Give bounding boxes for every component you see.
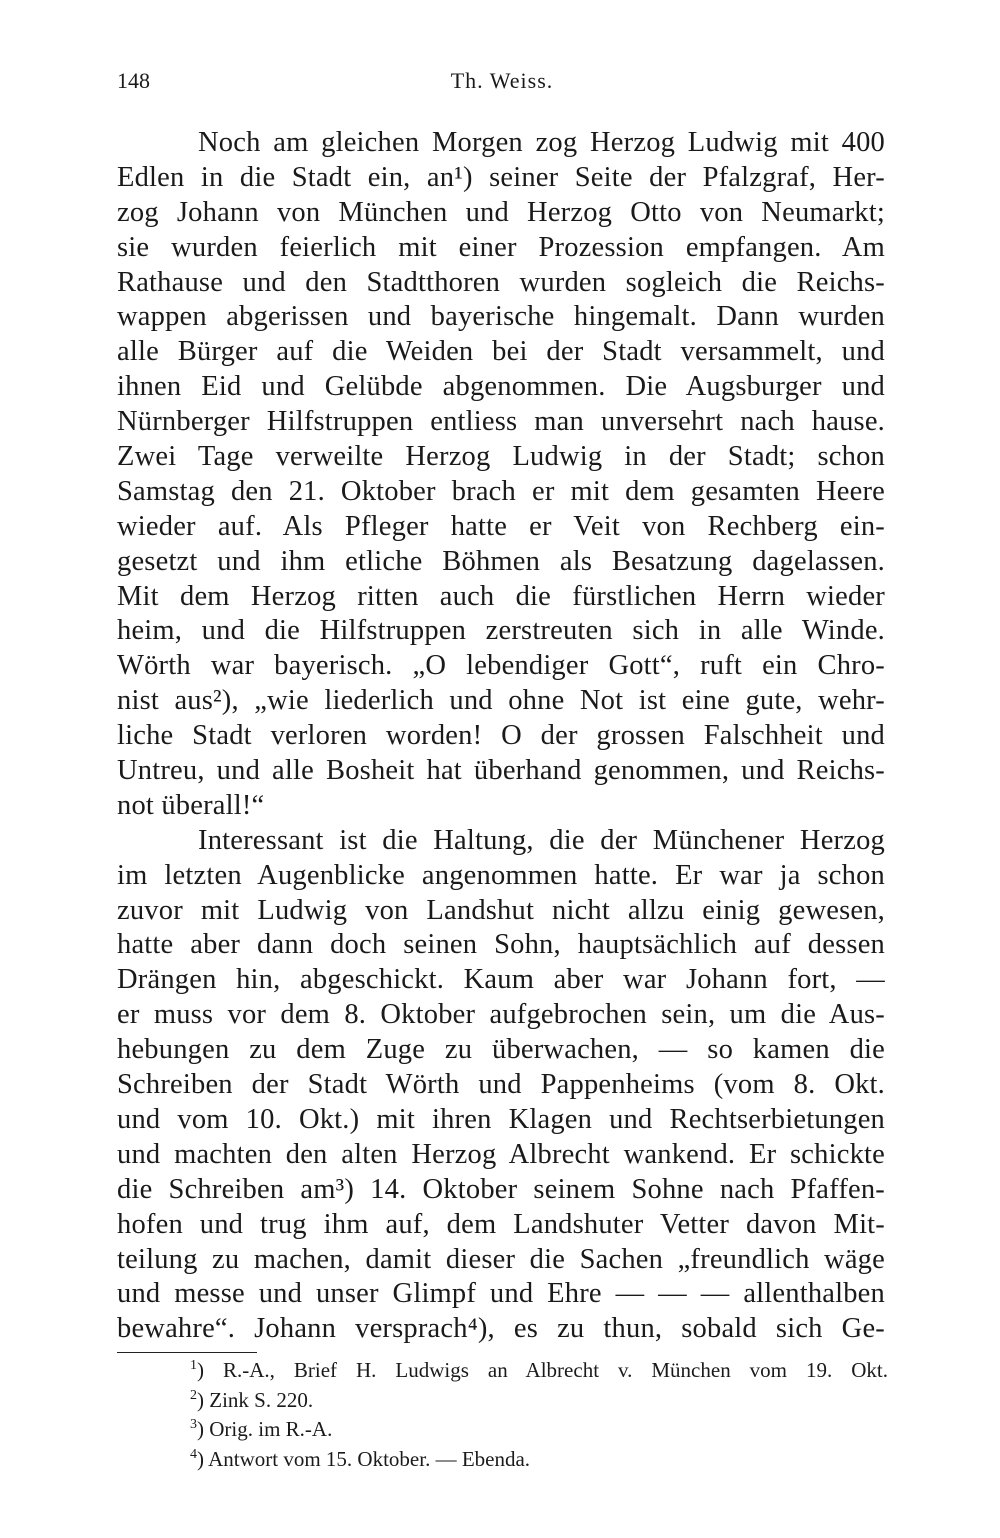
text-line: liche Stadt verloren worden! O der grossen Falschheit und xyxy=(117,720,885,752)
footnotes xyxy=(190,1356,890,1474)
text-line: Edlen in die Stadt ein, an¹) seiner Seite der Pfalzgraf, Her- xyxy=(117,161,885,193)
text-line: nist aus²), „wie liederlich und ohne Not ist eine gute, wehr- xyxy=(117,685,885,717)
running-head: Th. Weiss. xyxy=(450,68,554,93)
text-line: Mit dem Herzog ritten auch die fürstlichen Herrn wieder xyxy=(117,580,885,612)
footnote: $^3$) Orig. im R.-A. xyxy=(190,1417,333,1441)
text-line: im letzten Augenblicke angenommen hatte. Er war ja schon xyxy=(117,859,885,891)
footnote-text: Antwort vom 15. Oktober. — Ebenda. xyxy=(208,1446,531,1471)
text-line: heim, und die Hilfstruppen zerstreuten sich in alle Winde. xyxy=(117,615,885,647)
text-line: und machten den alten Herzog Albrecht wankend. Er schickte xyxy=(117,1138,885,1170)
text-line: sie wurden feierlich mit einer Prozession empfangen. Am xyxy=(117,231,885,263)
text-line: und vom 10. Okt.) mit ihren Klagen und Rechtserbietungen xyxy=(117,1103,885,1135)
footnote-divider xyxy=(117,1352,257,1353)
footnote-mark: 4 xyxy=(190,1446,197,1462)
text-line: Drängen hin, abgeschickt. Kaum aber war Johann fort, — xyxy=(117,964,885,996)
text-line: er muss vor dem 8. Oktober aufgebrochen sein, um die Aus- xyxy=(117,999,885,1031)
text-line: die Schreiben am³) 14. Oktober seinem Sohne nach Pfaffen- xyxy=(117,1173,885,1205)
text-line: Interessant ist die Haltung, die der Münchener Herzog xyxy=(198,824,885,856)
text-line: Untreu, und alle Bosheit hat überhand genommen, und Reichs- xyxy=(117,755,885,787)
text-line: Samstag den 21. Oktober brach er mit dem gesamten Heere xyxy=(117,475,885,507)
text-line: Schreiben der Stadt Wörth und Pappenheims (vom 8. Okt. xyxy=(117,1069,885,1101)
page-number: 148 xyxy=(117,68,150,93)
text-line: Wörth war bayerisch. „O lebendiger Gott“, ruft ein Chro- xyxy=(117,650,885,682)
footnote-text: Zink S. 220. xyxy=(209,1387,314,1412)
text-line: hebungen zu dem Zuge zu überwachen, — so kamen die xyxy=(117,1034,885,1066)
footnote-mark: 2 xyxy=(190,1387,197,1403)
text-line: Zwei Tage verweilte Herzog Ludwig in der Stadt; schon xyxy=(117,441,885,473)
text-line: hofen und trug ihm auf, dem Landshuter Vetter davon Mit- xyxy=(117,1208,885,1240)
text-line: ihnen Eid und Gelübde abgenommen. Die Augsburger und xyxy=(117,371,885,403)
footnote-text: Orig. im R.-A. xyxy=(209,1417,333,1441)
text-line: zuvor mit Ludwig von Landshut nicht allzu einig gewesen, xyxy=(117,894,885,926)
text-line: Nürnberger Hilfstruppen entliess man unversehrt nach hause. xyxy=(117,406,885,438)
footnote: $^1$) R.-A., Brief H. Ludwigs an Albrecht v. München vom 19. Okt. xyxy=(190,1358,888,1382)
text-line: teilung zu machen, damit dieser die Sachen „freundlich wäge xyxy=(117,1243,885,1275)
text-line: Noch am gleichen Morgen zog Herzog Ludwig mit 400 xyxy=(198,127,885,158)
text-line: Rathause und den Stadtthoren wurden sogleich die Reichs- xyxy=(117,266,885,298)
text-line: not überall!“ xyxy=(117,789,265,821)
text-line: wieder auf. Als Pfleger hatte er Veit von Rechberg ein- xyxy=(117,510,885,542)
footnote: $^2$) Zink S. 220. xyxy=(190,1387,314,1412)
text-line: zog Johann von München und Herzog Otto von Neumarkt; xyxy=(117,196,885,228)
text-line: gesetzt und ihm etliche Böhmen als Besatzung dagelassen. xyxy=(117,545,885,577)
footnote: $^4$) Antwort vom 15. Oktober. — Ebenda. xyxy=(190,1446,531,1471)
footnote-mark: 3 xyxy=(190,1417,197,1432)
footnote-text: R.-A., Brief H. Ludwigs an Albrecht v. München vom 19. Okt. xyxy=(222,1358,888,1382)
body-text xyxy=(117,126,885,1347)
text-line: und messe und unser Glimpf und Ehre — — — allenthalben xyxy=(117,1278,885,1310)
text-line: bewahre“. Johann versprach⁴), es zu thun, sobald sich Ge- xyxy=(117,1313,885,1345)
footnote-mark: 1 xyxy=(190,1358,197,1373)
page-header xyxy=(117,68,887,98)
text-line: alle Bürger auf die Weiden bei der Stadt versammelt, und xyxy=(117,336,885,368)
text-line: wappen abgerissen und bayerische hingemalt. Dann wurden xyxy=(117,301,885,333)
text-line: hatte aber dann doch seinen Sohn, hauptsächlich auf dessen xyxy=(117,929,885,961)
